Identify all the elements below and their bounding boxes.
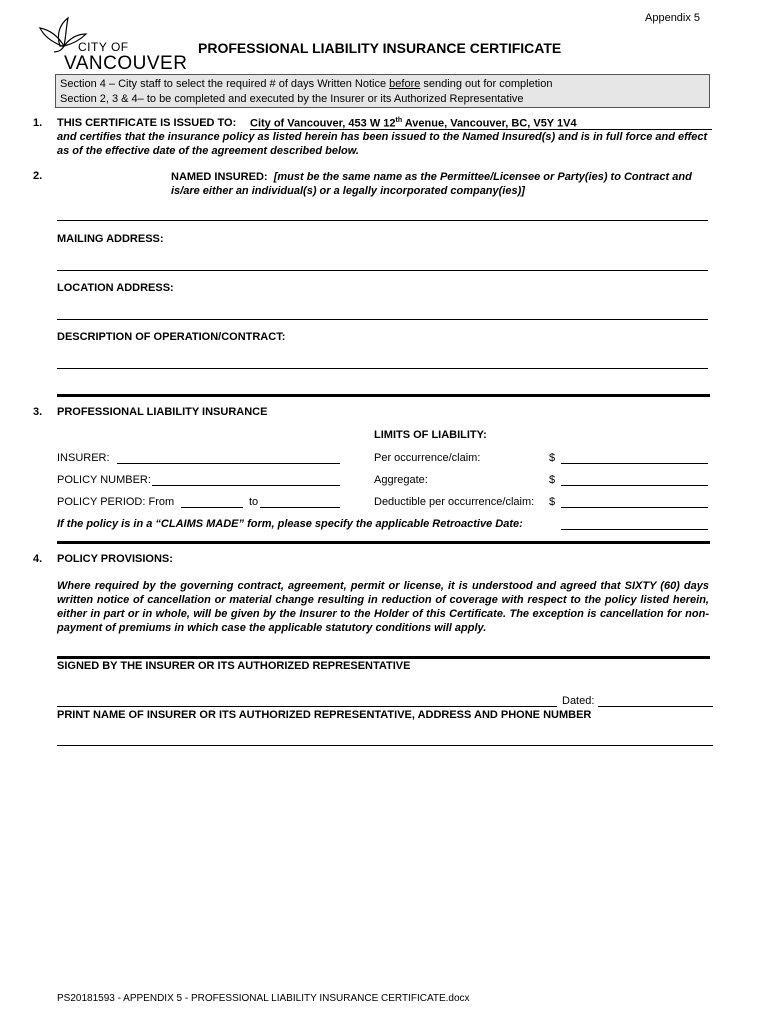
retroactive-date-field[interactable] <box>561 529 708 530</box>
section-divider <box>57 394 710 397</box>
dated-label: Dated: <box>562 695 595 707</box>
currency-symbol: $ <box>549 474 556 486</box>
currency-symbol: $ <box>549 452 556 464</box>
dated-field[interactable] <box>598 706 713 707</box>
signature-field[interactable] <box>57 706 557 707</box>
print-name-field[interactable] <box>57 745 713 746</box>
policy-number-field[interactable] <box>152 485 340 486</box>
insurer-field[interactable] <box>117 463 340 464</box>
section-divider <box>57 541 710 544</box>
appendix-label: Appendix 5 <box>645 12 701 24</box>
page-title: PROFESSIONAL LIABILITY INSURANCE CERTIFICATE <box>198 40 562 56</box>
location-address-label: LOCATION ADDRESS: <box>57 282 174 294</box>
logo-vancouver: VANCOUVER <box>64 53 188 74</box>
footer-filename: PS20181593 - APPENDIX 5 - PROFESSIONAL LIABILITY INSURANCE CERTIFICATE.docx <box>57 993 470 1004</box>
claims-made-label: If the policy is in a “CLAIMS MADE” form, please specify the applicable Retroactive Date: <box>57 518 523 530</box>
signed-by-label: SIGNED BY THE INSURER OR ITS AUTHORIZED REPRESENTATIVE <box>57 660 411 672</box>
description-label: DESCRIPTION OF OPERATION/CONTRACT: <box>57 331 286 343</box>
policy-period-from-label: POLICY PERIOD: From <box>57 496 175 508</box>
deductible-field[interactable] <box>561 507 708 508</box>
currency-symbol: $ <box>549 496 556 508</box>
instruction-line-1: Section 4 – City staff to select the required # of days Written Notice before sending out for completion <box>60 78 553 90</box>
print-name-label: PRINT NAME OF INSURER OR ITS AUTHORIZED REPRESENTATIVE, ADDRESS AND PHONE NUMBER <box>57 709 592 721</box>
named-insured-field[interactable] <box>57 220 708 221</box>
mailing-address-label: MAILING ADDRESS: <box>57 233 164 245</box>
section-3-number: 3. <box>33 406 43 418</box>
aggregate-field[interactable] <box>561 485 708 486</box>
mailing-address-field[interactable] <box>57 270 708 271</box>
section-divider <box>57 656 710 659</box>
section-4-number: 4. <box>33 553 43 565</box>
policy-provisions-body: Where required by the governing contract, agreement, permit or license, it is understood and agreed that SIXTY (60) days written notice of cancellation or material change resulting in reduction of coverage with respect to the policy listed herein, either in part or in whole, will be given by the Insurer to the Holder of this Certificate. The exception is cancellation for non-payment of premiums in which case the applicable statutory conditions will apply. <box>57 580 709 634</box>
section-1-number: 1. <box>33 117 43 129</box>
policy-period-to-label: to <box>249 496 259 508</box>
issued-to-value: City of Vancouver, 453 W 12th Avenue, Vancouver, BC, V5Y 1V4 <box>250 117 712 130</box>
named-insured-block: NAMED INSURED: [must be the same name as the Permittee/Licensee or Party(ies) to Contract and is/are either an individual(s) or a legally incorporated company(ies)] <box>171 171 692 197</box>
section-3-heading: PROFESSIONAL LIABILITY INSURANCE <box>57 406 268 418</box>
policy-period-to-field[interactable] <box>260 507 340 508</box>
per-occurrence-label: Per occurrence/claim: <box>374 452 481 464</box>
section-4-heading: POLICY PROVISIONS: <box>57 553 173 565</box>
city-logo <box>38 14 188 74</box>
description-field[interactable] <box>57 368 708 369</box>
location-address-field[interactable] <box>57 319 708 320</box>
limits-heading: LIMITS OF LIABILITY: <box>374 429 487 441</box>
instructions-box <box>55 74 710 108</box>
section-1-body: and certifies that the insurance policy as listed herein has been issued to the Named Insured(s) and is in full force and effect as of the effective date of the agreement described below. <box>57 131 708 157</box>
logo-city-of: CITY OF <box>78 40 129 54</box>
deductible-label: Deductible per occurrence/claim: <box>374 496 535 508</box>
policy-period-from-field[interactable] <box>181 507 243 508</box>
aggregate-label: Aggregate: <box>374 474 428 486</box>
per-occurrence-field[interactable] <box>561 463 708 464</box>
insurer-label: INSURER: <box>57 452 110 464</box>
section-2-number: 2. <box>33 170 43 182</box>
policy-number-label: POLICY NUMBER: <box>57 474 151 486</box>
instruction-line-2: Section 2, 3 & 4– to be completed and executed by the Insurer or its Authorized Representative <box>60 93 524 105</box>
issued-to-label: THIS CERTIFICATE IS ISSUED TO: <box>57 117 237 129</box>
